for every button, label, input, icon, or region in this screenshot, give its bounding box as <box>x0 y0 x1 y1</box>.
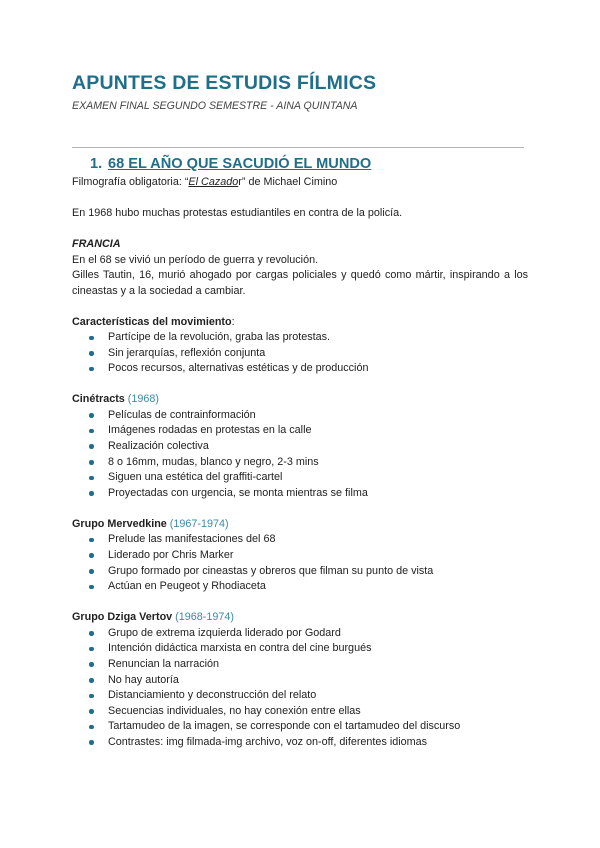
bullet-icon <box>89 740 94 745</box>
list-item <box>72 439 528 455</box>
spacer <box>72 595 528 611</box>
bullet-icon <box>89 491 94 496</box>
film-title-rest: r <box>238 176 242 188</box>
filmography-prefix: Filmografía obligatoria: “ <box>72 176 189 188</box>
list-item <box>72 719 528 735</box>
list-item <box>72 470 528 486</box>
bullet-icon <box>89 351 94 356</box>
bullet-icon <box>89 538 94 543</box>
list-item-text: Distanciamiento y deconstrucción del relato <box>108 689 317 702</box>
list-item <box>72 408 528 424</box>
bullet-icon <box>89 429 94 434</box>
list-item-text: 8 o 16mm, mudas, blanco y negro, 2-3 mins <box>108 455 319 468</box>
list-item-text: Realización colectiva <box>108 439 209 452</box>
cinetracts-list <box>72 408 528 502</box>
document-subtitle: EXAMEN FINAL SEGUNDO SEMESTRE - AINA QUINTANA <box>72 100 358 112</box>
list-item <box>72 486 528 502</box>
dziga-title <box>72 610 528 626</box>
filmography-suffix: ” de Michael Cimino <box>241 176 338 188</box>
caracteristicas-list <box>72 330 528 377</box>
bullet-icon <box>89 694 94 699</box>
list-item-text: No hay autoría <box>108 673 179 686</box>
list-item-text: Tartamudeo de la imagen, se corresponde con el tartamudeo del discurso <box>108 720 461 733</box>
spacer <box>72 501 528 517</box>
list-item-text: Pocos recursos, alternativas estéticas y de producción <box>108 362 369 375</box>
list-item-text: Películas de contrainformación <box>108 408 256 421</box>
list-item-text: Proyectadas con urgencia, se monta mientras se filma <box>108 486 368 499</box>
bullet-icon <box>89 725 94 730</box>
list-item <box>72 532 528 548</box>
bullet-icon <box>89 662 94 667</box>
bullet-icon <box>89 460 94 465</box>
list-item <box>72 673 528 689</box>
dziga-list <box>72 626 528 751</box>
list-item <box>72 641 528 657</box>
list-item-text: Sin jerarquías, reflexión conjunta <box>108 346 266 359</box>
dziga-title-text: Grupo Dziga Vertov <box>72 611 173 624</box>
list-item-text: Siguen una estética del graffiti-cartel <box>108 471 283 484</box>
list-item <box>72 564 528 580</box>
bullet-icon <box>89 678 94 683</box>
list-item <box>72 423 528 439</box>
bullet-icon <box>89 709 94 714</box>
spacer <box>72 377 528 393</box>
list-item <box>72 704 528 720</box>
section-number: 1. <box>90 156 103 172</box>
spacer <box>72 222 528 238</box>
mervedkine-list <box>72 532 528 594</box>
list-item <box>72 330 528 346</box>
bullet-icon <box>89 413 94 418</box>
bullet-icon <box>89 631 94 636</box>
list-item-text: Actúan en Peugeot y Rhodiaceta <box>108 580 266 593</box>
list-item <box>72 735 528 751</box>
list-item <box>72 579 528 595</box>
section-heading-link[interactable]: 68 EL AÑO QUE SACUDIÓ EL MUNDO <box>108 156 372 172</box>
bullet-icon <box>89 367 94 372</box>
list-item <box>72 548 528 564</box>
list-item-text: Partícipe de la revolución, graba las protestas. <box>108 331 331 343</box>
list-item-text: Secuencias individuales, no hay conexión entre ellas <box>108 704 361 717</box>
mervedkine-years: (1967-1974) <box>166 517 229 530</box>
list-item-text: Grupo formado por cineastas y obreros que filman su punto de vista <box>108 564 434 577</box>
list-item-text: Intención didáctica marxista en contra del cine burgués <box>108 642 372 655</box>
caracteristicas-title-text: Características del movimiento <box>72 315 232 328</box>
list-item <box>72 455 528 471</box>
cinetracts-title-text: Cinétracts <box>72 393 125 406</box>
caracteristicas-title <box>72 315 528 331</box>
list-item-text: Contrastes: img filmada-img archivo, voz on-off, diferentes idiomas <box>108 735 428 748</box>
section-heading <box>90 153 528 175</box>
bullet-icon <box>89 585 94 590</box>
list-item <box>72 346 528 362</box>
list-item-text: Imágenes rodadas en protestas en la calle <box>108 424 312 437</box>
list-item <box>72 626 528 642</box>
dziga-years: (1968-1974) <box>172 611 235 624</box>
horizontal-divider <box>72 147 524 148</box>
mervedkine-title <box>72 517 528 533</box>
spacer <box>72 191 528 207</box>
bullet-icon <box>89 336 94 341</box>
document-title: APUNTES DE ESTUDIS FÍLMICS <box>72 72 377 94</box>
intro-paragraph: En 1968 hubo muchas protestas estudiantiles en contra de la policía. <box>72 207 403 219</box>
document-page <box>72 70 528 750</box>
list-item-text: Renuncian la narración <box>108 657 220 670</box>
francia-label: FRANCIA <box>72 238 121 250</box>
francia-line-2: Gilles Tautin, 16, murió ahogado por cargas policiales y quedó como mártir, inspirando a los cineastas y a la sociedad a cambiar. <box>72 269 528 297</box>
bullet-icon <box>89 647 94 652</box>
bullet-icon <box>89 476 94 481</box>
cinetracts-years: (1968) <box>124 393 160 406</box>
list-item-text: Grupo de extrema izquierda liderado por Godard <box>108 626 341 639</box>
list-item-text: Prelude las manifestaciones del 68 <box>108 533 276 546</box>
list-item <box>72 657 528 673</box>
mervedkine-title-text: Grupo Mervedkine <box>72 517 167 530</box>
bullet-icon <box>89 444 94 449</box>
film-title-link[interactable]: El Cazado <box>188 176 239 188</box>
spacer <box>72 299 528 315</box>
bullet-icon <box>89 553 94 558</box>
list-item <box>72 688 528 704</box>
filmography-line <box>72 175 528 191</box>
bullet-icon <box>89 569 94 574</box>
list-item <box>72 361 528 377</box>
francia-line-1: En el 68 se vivió un período de guerra y revolución. <box>72 253 319 266</box>
cinetracts-title <box>72 392 528 408</box>
list-item-text: Liderado por Chris Marker <box>108 548 234 561</box>
caracteristicas-colon: : <box>231 315 235 328</box>
